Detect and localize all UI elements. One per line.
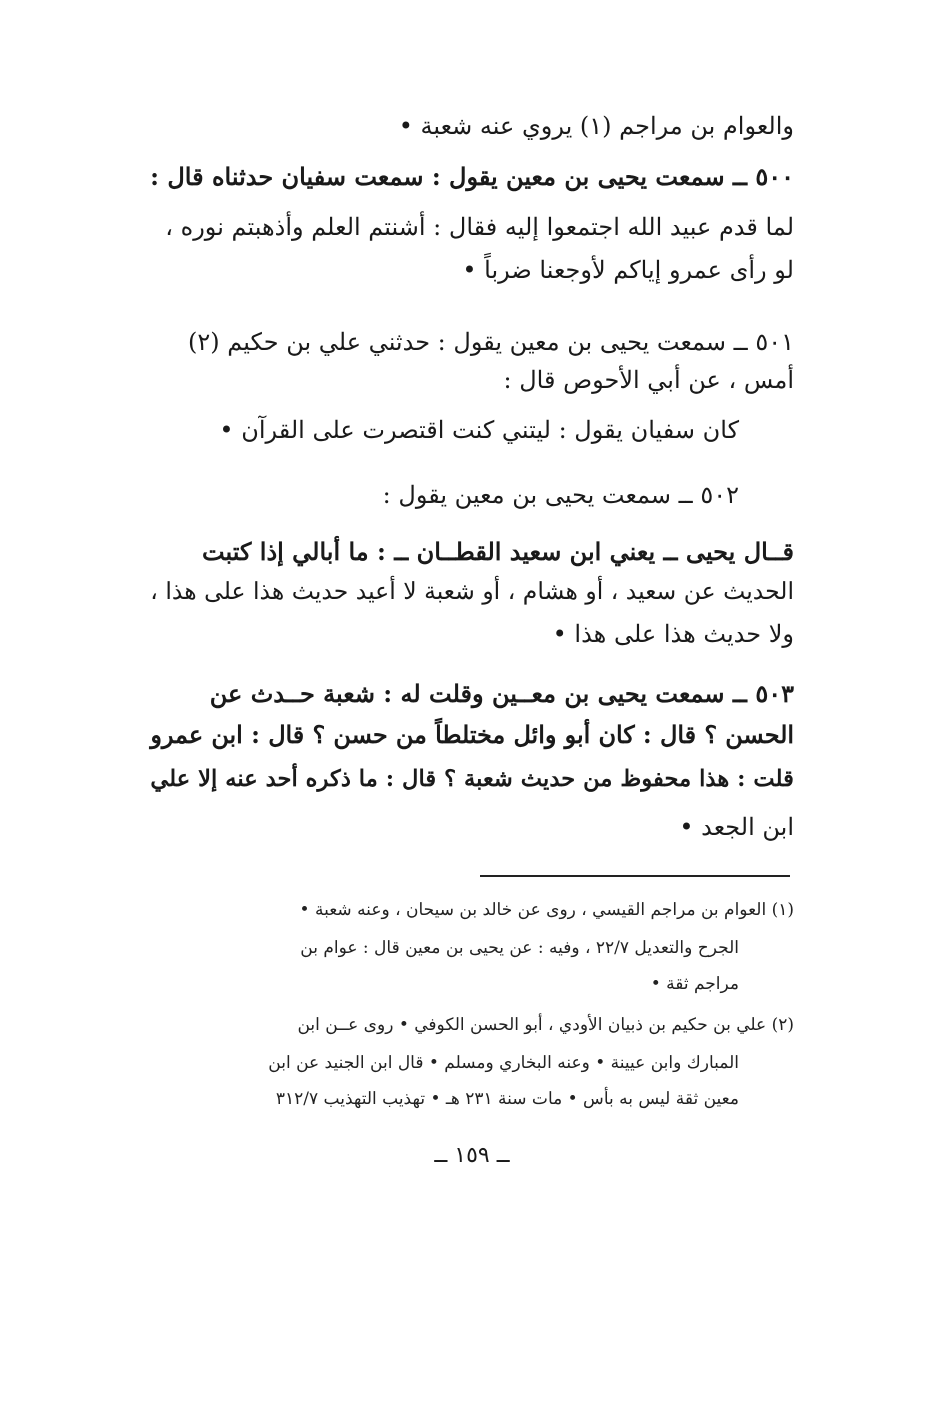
text-line-14: قلت : هذا محفوظ من حديث شعبة ؟ قال : ما ذكره أحد عنه إلا علي (150, 766, 794, 792)
text-line-15: ابن الجعد • (679, 813, 794, 841)
footnote-1-line-1: (١) العوام بن مراجم القيسي ، روى عن خالد بن سيحان ، وعنه شعبة • (299, 900, 794, 920)
footnote-2-line-2: المبارك وابن عيينة • وعنه البخاري ومسلم • قال ابن الجنيد عن ابن (268, 1053, 739, 1073)
entry-503-heading: ٥٠٣ ــ سمعت يحيى بن معــين وقلت له : شعبة حــدث عن (209, 679, 794, 708)
entry-502-heading: ٥٠٢ ــ سمعت يحيى بن معين يقول : (382, 481, 739, 509)
text-line-7: كان سفيان يقول : ليتني كنت اقتصرت على القرآن • (219, 416, 739, 444)
footnote-separator (480, 875, 790, 877)
footnote-1-line-3: مراجم ثقة • (650, 974, 739, 994)
text-line-9: قــال يحيى ــ يعني ابن سعيد القطــان ــ : ما أبالي إذا كتبت (201, 537, 794, 566)
entry-500-heading: ٥٠٠ ــ سمعت يحيى بن معين يقول : سمعت سفيان حدثناه قال : (150, 162, 794, 191)
text-line-13: الحسن ؟ قال : كان أبو وائل مختلطاً من حسن ؟ قال : ابن عمرو (150, 721, 794, 749)
text-line-1: والعوام بن مراجم (١) يروي عنه شعبة • (398, 112, 794, 140)
footnote-2-line-3: معين ثقة ليس به بأس • مات سنة ٢٣١ هـ • تهذيب التهذيب ٣١٢/٧ (275, 1089, 739, 1109)
text-line-4: لو رأى عمرو إياكم لأوجعنا ضرباً • (462, 256, 794, 284)
footnote-1-line-2: الجرح والتعديل ٢٢/٧ ، وفيه : عن يحيى بن معين قال : عوام بن (300, 938, 739, 958)
footnote-2-line-1: (٢) علي بن حكيم بن ذبيان الأودي ، أبو الحسن الكوفي • روى عــن ابن (297, 1015, 794, 1035)
text-line-10: الحديث عن سعيد ، أو هشام ، أو شعبة لا أعيد حديث هذا على هذا ، (150, 577, 794, 605)
text-line-6: أمس ، عن أبي الأحوص قال : (503, 366, 794, 394)
text-line-3: لما قدم عبيد الله اجتمعوا إليه فقال : أشنتم العلم وأذهبتم نوره ، (165, 213, 794, 241)
text-line-11: ولا حديث هذا على هذا • (552, 620, 794, 648)
page-number: ــ ١٥٩ ــ (434, 1143, 510, 1168)
entry-501-heading: ٥٠١ ــ سمعت يحيى بن معين يقول : حدثني علي بن حكيم (٢) (188, 328, 794, 356)
